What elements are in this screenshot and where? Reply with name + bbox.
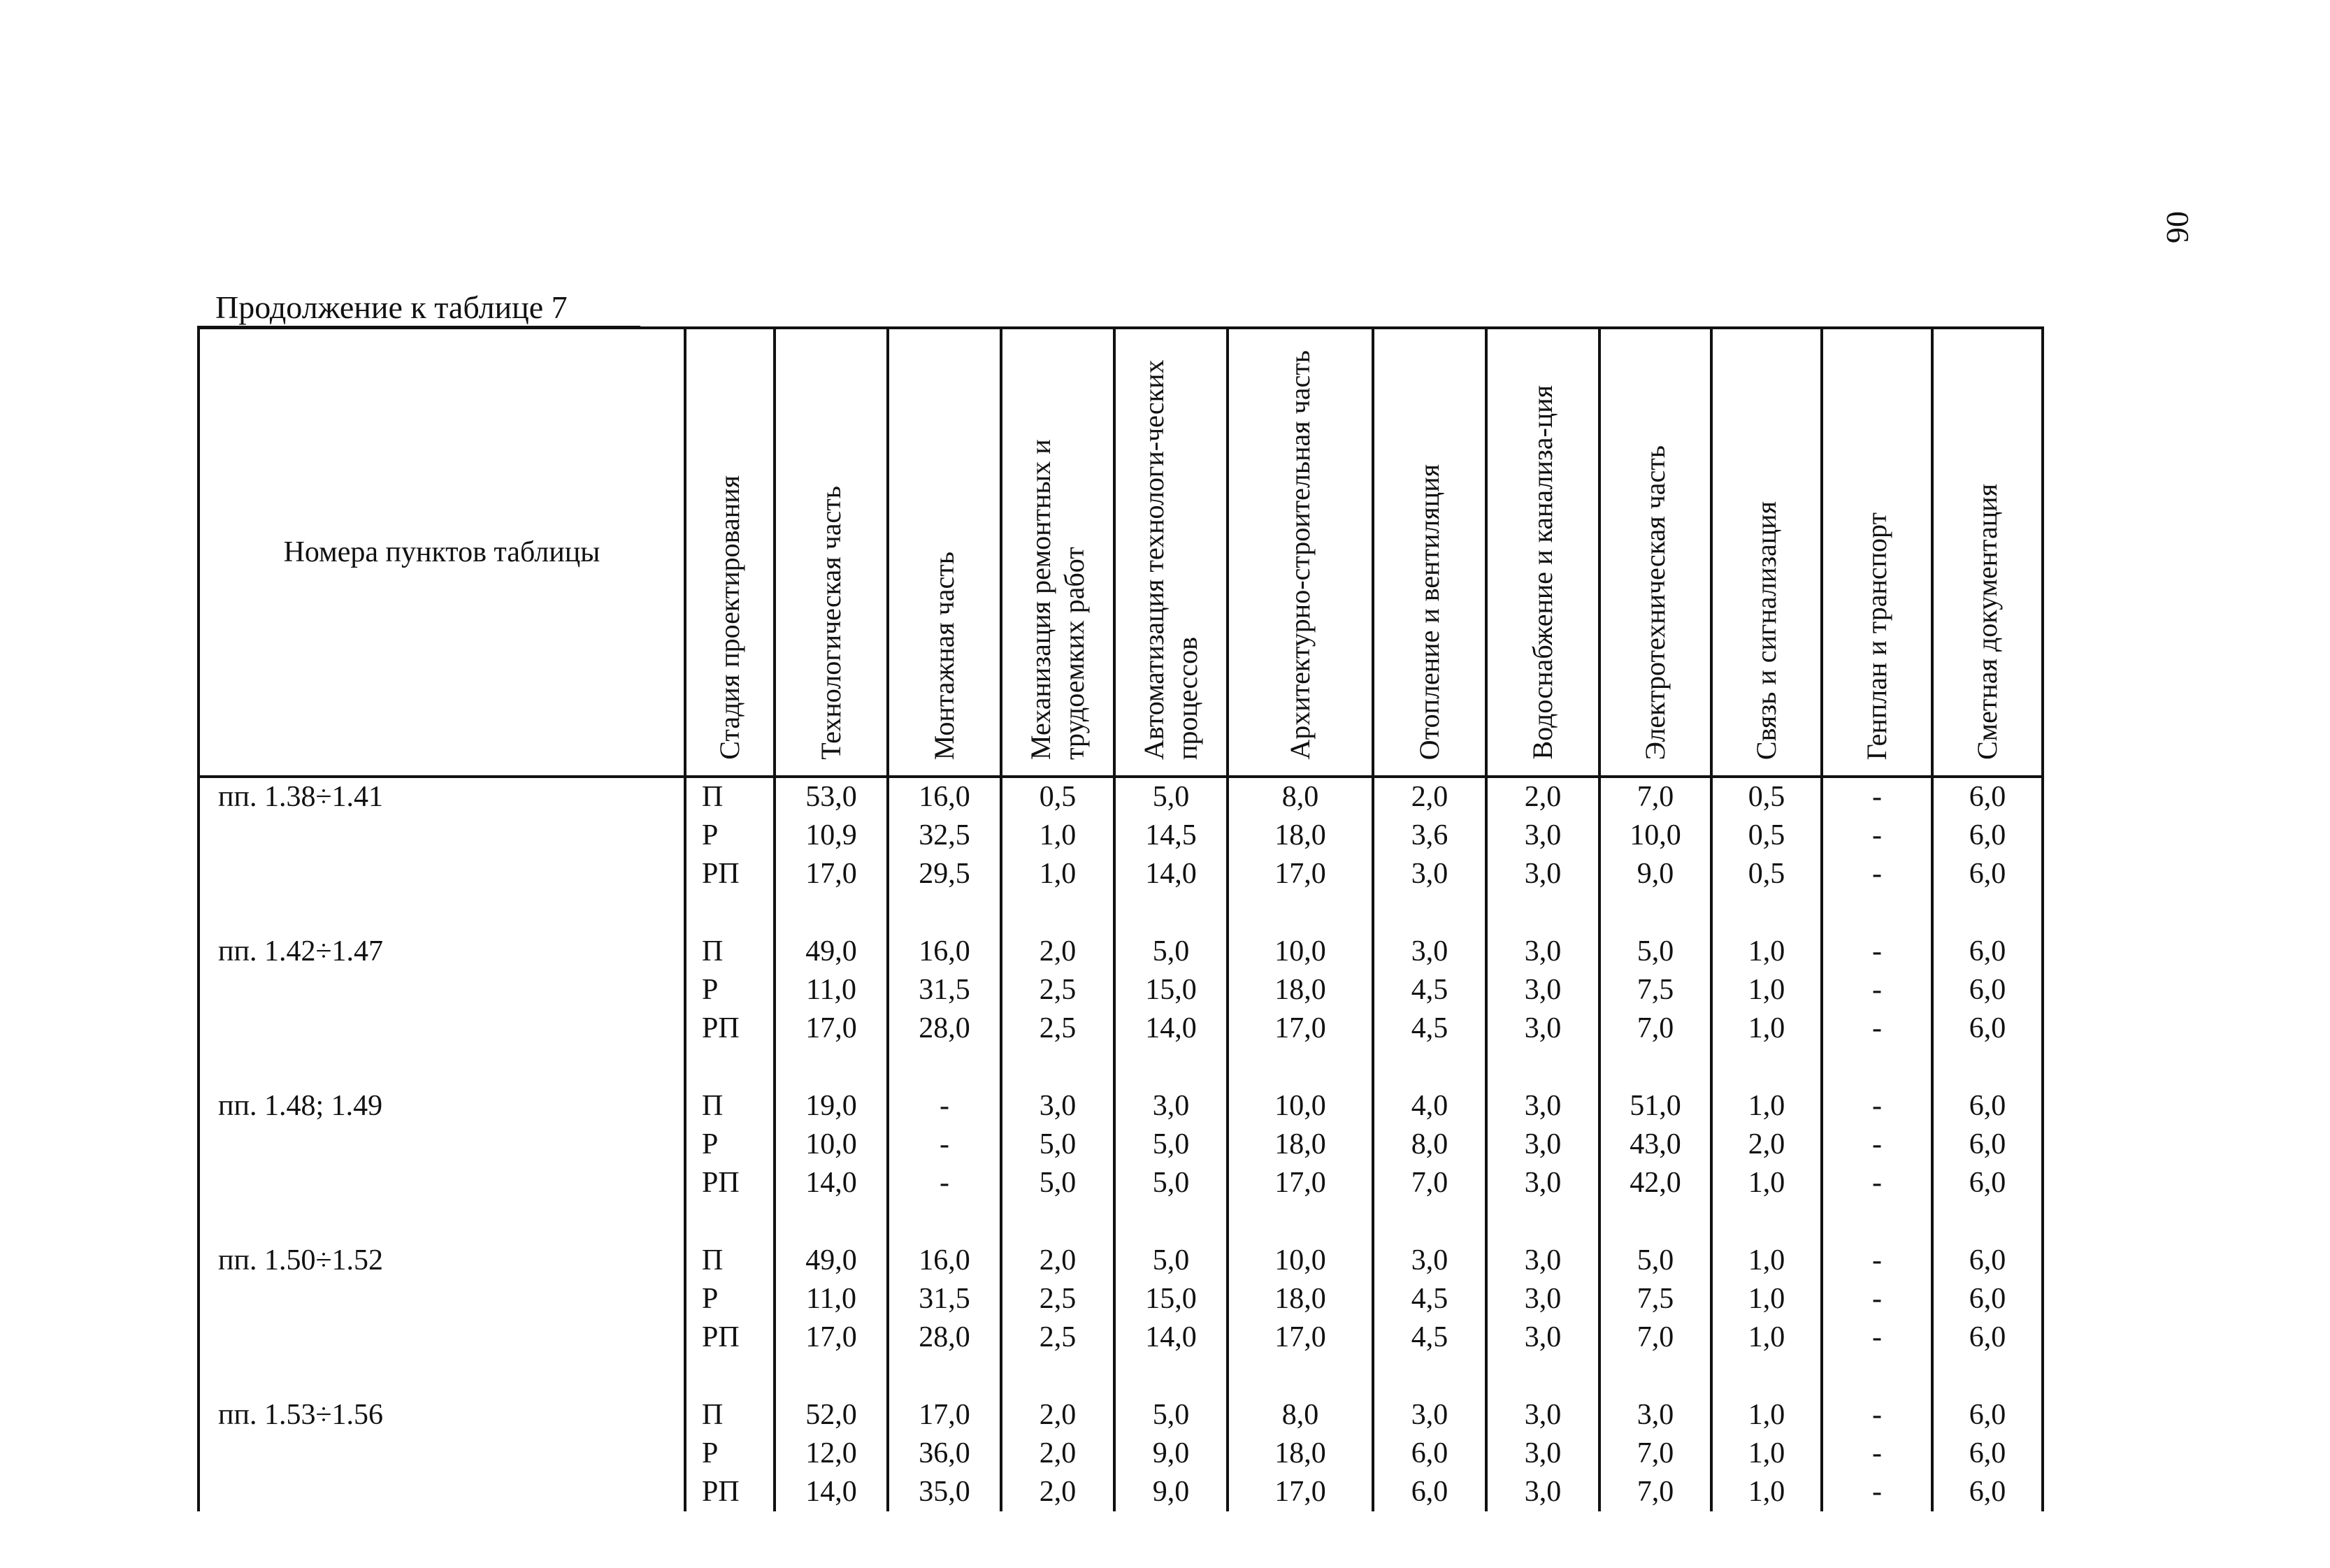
value-cell: 4,5: [1373, 1318, 1486, 1357]
spacer-cell: [1228, 1357, 1373, 1396]
value-cell: 29,5: [888, 855, 1001, 893]
value-cell: 3,0: [1486, 855, 1599, 893]
value-cell: 53,0: [775, 777, 888, 817]
stage-cell: Р: [685, 817, 775, 855]
value-cell: 5,0: [1001, 1125, 1114, 1164]
value-cell: 1,0: [1711, 1242, 1822, 1280]
stage-cell: П: [685, 777, 775, 817]
value-cell: 2,0: [1001, 933, 1114, 971]
value-cell: 28,0: [888, 1009, 1001, 1048]
spacer-cell: [1932, 1048, 2043, 1087]
value-cell: 4,5: [1373, 1009, 1486, 1048]
value-cell: 3,0: [1486, 817, 1599, 855]
spacer-cell: [1932, 1357, 2043, 1396]
value-cell: -: [1822, 1087, 1932, 1125]
spacer-cell: [1114, 1048, 1228, 1087]
value-cell: 5,0: [1114, 1164, 1228, 1202]
value-cell: 14,0: [1114, 1318, 1228, 1357]
spacer-cell: [1373, 893, 1486, 933]
value-cell: 10,0: [1228, 933, 1373, 971]
stage-cell: П: [685, 1242, 775, 1280]
spacer-cell: [685, 893, 775, 933]
value-cell: 14,0: [1114, 855, 1228, 893]
value-cell: 2,5: [1001, 971, 1114, 1009]
stage-cell: Р: [685, 1125, 775, 1164]
value-cell: 52,0: [775, 1396, 888, 1434]
value-cell: 3,0: [1599, 1396, 1711, 1434]
header-arch-text: Архитектурно-строительная часть: [1284, 350, 1316, 760]
value-cell: -: [1822, 817, 1932, 855]
value-cell: 3,0: [1486, 1087, 1599, 1125]
value-cell: 18,0: [1228, 817, 1373, 855]
spacer-cell: [775, 893, 888, 933]
spacer-cell: [775, 1357, 888, 1396]
value-cell: 18,0: [1228, 971, 1373, 1009]
page-number: 06: [2160, 211, 2196, 243]
value-cell: 17,0: [1228, 1164, 1373, 1202]
spacer-cell: [1711, 893, 1822, 933]
value-cell: 14,0: [775, 1164, 888, 1202]
value-cell: 10,0: [775, 1125, 888, 1164]
value-cell: 2,5: [1001, 1318, 1114, 1357]
value-cell: 32,5: [888, 817, 1001, 855]
value-cell: -: [1822, 971, 1932, 1009]
value-cell: -: [1822, 1125, 1932, 1164]
value-cell: 5,0: [1114, 1396, 1228, 1434]
header-water: [1486, 328, 1599, 777]
value-cell: 2,5: [1001, 1280, 1114, 1318]
header-genplan-text: Генплан и транспорт: [1861, 512, 1892, 760]
value-cell: -: [1822, 1009, 1932, 1048]
spacer-cell: [1599, 1202, 1711, 1242]
value-cell: 2,0: [1001, 1473, 1114, 1511]
value-cell: 2,0: [1001, 1242, 1114, 1280]
header-comm-text: Связь и сигнализация: [1750, 501, 1782, 760]
spacer-cell: [1373, 1048, 1486, 1087]
value-cell: 6,0: [1932, 1087, 2043, 1125]
header-comm: [1711, 328, 1822, 777]
value-cell: 42,0: [1599, 1164, 1711, 1202]
spacer-cell: [1001, 1202, 1114, 1242]
value-cell: 18,0: [1228, 1280, 1373, 1318]
value-cell: 17,0: [1228, 1009, 1373, 1048]
stage-cell: П: [685, 1396, 775, 1434]
header-row-label-text: Номера пунктов таблицы: [283, 536, 601, 568]
value-cell: 6,0: [1932, 933, 2043, 971]
header-auto: [1114, 328, 1228, 777]
value-cell: 1,0: [1001, 817, 1114, 855]
value-cell: 0,5: [1711, 855, 1822, 893]
header-mech-text: Механизация ремонтных и трудоемких работ: [1025, 439, 1090, 760]
value-cell: 1,0: [1711, 1318, 1822, 1357]
value-cell: 0,5: [1711, 817, 1822, 855]
stage-cell: РП: [685, 1164, 775, 1202]
value-cell: 10,0: [1228, 1087, 1373, 1125]
value-cell: 7,0: [1373, 1164, 1486, 1202]
value-cell: 5,0: [1599, 933, 1711, 971]
header-mount: [888, 328, 1001, 777]
value-cell: 3,0: [1486, 1318, 1599, 1357]
spacer-cell: [775, 1048, 888, 1087]
value-cell: 51,0: [1599, 1087, 1711, 1125]
value-cell: 16,0: [888, 933, 1001, 971]
value-cell: -: [1822, 777, 1932, 817]
value-cell: 1,0: [1711, 933, 1822, 971]
spacer-cell: [1822, 1202, 1932, 1242]
spacer-cell: [1822, 1048, 1932, 1087]
spacer-cell: [1822, 1357, 1932, 1396]
spacer-cell: [888, 1357, 1001, 1396]
value-cell: 8,0: [1228, 777, 1373, 817]
spacer-cell: [1486, 1048, 1599, 1087]
value-cell: 17,0: [1228, 1318, 1373, 1357]
stage-cell: Р: [685, 1434, 775, 1473]
value-cell: 35,0: [888, 1473, 1001, 1511]
value-cell: 17,0: [775, 1009, 888, 1048]
value-cell: 9,0: [1599, 855, 1711, 893]
value-cell: 4,0: [1373, 1087, 1486, 1125]
spacer-cell: [685, 1048, 775, 1087]
value-cell: 49,0: [775, 1242, 888, 1280]
spacer-cell: [1711, 1202, 1822, 1242]
value-cell: 6,0: [1932, 777, 2043, 817]
value-cell: 2,0: [1486, 777, 1599, 817]
value-cell: 5,0: [1114, 777, 1228, 817]
value-cell: 2,5: [1001, 1009, 1114, 1048]
value-cell: 9,0: [1114, 1434, 1228, 1473]
value-cell: 28,0: [888, 1318, 1001, 1357]
spacer-cell: [199, 1048, 685, 1087]
header-stage: [685, 328, 775, 777]
value-cell: 3,0: [1486, 1396, 1599, 1434]
group-name-cell: пп. 1.53÷1.56: [199, 1396, 685, 1511]
spacer-cell: [1114, 1202, 1228, 1242]
spacer-cell: [1228, 1048, 1373, 1087]
value-cell: 3,0: [1486, 1009, 1599, 1048]
value-cell: 1,0: [1711, 971, 1822, 1009]
spacer-cell: [1001, 893, 1114, 933]
value-cell: 6,0: [1373, 1473, 1486, 1511]
spacer-cell: [1373, 1202, 1486, 1242]
value-cell: -: [1822, 1164, 1932, 1202]
value-cell: -: [1822, 1434, 1932, 1473]
stage-cell: П: [685, 933, 775, 971]
value-cell: 7,5: [1599, 1280, 1711, 1318]
value-cell: -: [1822, 1280, 1932, 1318]
value-cell: 19,0: [775, 1087, 888, 1125]
spacer-cell: [685, 1357, 775, 1396]
header-electro: [1599, 328, 1711, 777]
value-cell: 3,0: [1486, 1164, 1599, 1202]
value-cell: 11,0: [775, 1280, 888, 1318]
value-cell: 3,0: [1114, 1087, 1228, 1125]
value-cell: 17,0: [775, 1318, 888, 1357]
value-cell: 15,0: [1114, 971, 1228, 1009]
value-cell: 3,0: [1486, 971, 1599, 1009]
group-spacer-row: [199, 1048, 2043, 1087]
value-cell: 7,5: [1599, 971, 1711, 1009]
value-cell: 3,0: [1373, 1242, 1486, 1280]
value-cell: 43,0: [1599, 1125, 1711, 1164]
value-cell: 7,0: [1599, 1434, 1711, 1473]
value-cell: 2,0: [1711, 1125, 1822, 1164]
value-cell: 0,5: [1001, 777, 1114, 817]
value-cell: 3,0: [1373, 1396, 1486, 1434]
value-cell: 6,0: [1932, 817, 2043, 855]
value-cell: 4,5: [1373, 971, 1486, 1009]
value-cell: 17,0: [1228, 855, 1373, 893]
value-cell: 6,0: [1932, 1009, 2043, 1048]
value-cell: 10,9: [775, 817, 888, 855]
table-row: [199, 1396, 2043, 1434]
spacer-cell: [1711, 1357, 1822, 1396]
group-spacer-row: [199, 893, 2043, 933]
value-cell: 5,0: [1599, 1242, 1711, 1280]
value-cell: 31,5: [888, 1280, 1001, 1318]
value-cell: -: [888, 1087, 1001, 1125]
value-cell: 3,0: [1001, 1087, 1114, 1125]
header-mount-text: Монтажная часть: [928, 551, 960, 760]
value-cell: 17,0: [775, 855, 888, 893]
value-cell: 3,0: [1486, 933, 1599, 971]
value-cell: 1,0: [1711, 1164, 1822, 1202]
value-cell: 6,0: [1373, 1434, 1486, 1473]
spacer-cell: [1373, 1357, 1486, 1396]
value-cell: 17,0: [888, 1396, 1001, 1434]
spacer-cell: [1932, 1202, 2043, 1242]
header-stage-text: Стадия проектирования: [714, 475, 745, 760]
value-cell: -: [1822, 1473, 1932, 1511]
value-cell: 5,0: [1114, 933, 1228, 971]
value-cell: 3,0: [1373, 855, 1486, 893]
value-cell: 2,0: [1001, 1396, 1114, 1434]
value-cell: 2,0: [1373, 777, 1486, 817]
spacer-cell: [199, 1202, 685, 1242]
value-cell: 12,0: [775, 1434, 888, 1473]
value-cell: 3,0: [1486, 1280, 1599, 1318]
spacer-cell: [1114, 893, 1228, 933]
value-cell: 14,0: [1114, 1009, 1228, 1048]
group-spacer-row: [199, 1357, 2043, 1396]
spacer-cell: [1486, 1202, 1599, 1242]
spacer-cell: [1599, 893, 1711, 933]
stage-cell: РП: [685, 1009, 775, 1048]
group-name-cell: пп. 1.42÷1.47: [199, 933, 685, 1048]
spacer-cell: [1228, 1202, 1373, 1242]
value-cell: 6,0: [1932, 1125, 2043, 1164]
spacer-cell: [199, 1357, 685, 1396]
value-cell: 14,5: [1114, 817, 1228, 855]
value-cell: 1,0: [1711, 1473, 1822, 1511]
value-cell: 5,0: [1114, 1125, 1228, 1164]
value-cell: 16,0: [888, 777, 1001, 817]
spacer-cell: [1001, 1048, 1114, 1087]
value-cell: 7,0: [1599, 1473, 1711, 1511]
header-mech: [1001, 328, 1114, 777]
value-cell: 49,0: [775, 933, 888, 971]
value-cell: 3,0: [1486, 1434, 1599, 1473]
header-estimate: [1932, 328, 2043, 777]
header-genplan: [1822, 328, 1932, 777]
value-cell: 6,0: [1932, 971, 2043, 1009]
spacer-cell: [888, 1048, 1001, 1087]
spacer-cell: [685, 1202, 775, 1242]
value-cell: 15,0: [1114, 1280, 1228, 1318]
header-arch: [1228, 328, 1373, 777]
value-cell: 1,0: [1711, 1280, 1822, 1318]
stage-cell: Р: [685, 1280, 775, 1318]
header-heat-text: Отопление и вентиляция: [1414, 463, 1445, 760]
value-cell: -: [1822, 1318, 1932, 1357]
group-name-cell: пп. 1.38÷1.41: [199, 777, 685, 893]
header-heat: [1373, 328, 1486, 777]
value-cell: -: [1822, 1242, 1932, 1280]
value-cell: 1,0: [1711, 1396, 1822, 1434]
value-cell: 5,0: [1001, 1164, 1114, 1202]
value-cell: 4,5: [1373, 1280, 1486, 1318]
value-cell: 3,6: [1373, 817, 1486, 855]
value-cell: 6,0: [1932, 1434, 2043, 1473]
spacer-cell: [1486, 1357, 1599, 1396]
spacer-cell: [1228, 893, 1373, 933]
value-cell: 10,0: [1599, 817, 1711, 855]
value-cell: 9,0: [1114, 1473, 1228, 1511]
value-cell: 1,0: [1001, 855, 1114, 893]
value-cell: 7,0: [1599, 1009, 1711, 1048]
value-cell: 3,0: [1486, 1125, 1599, 1164]
value-cell: 5,0: [1114, 1242, 1228, 1280]
value-cell: 3,0: [1486, 1242, 1599, 1280]
value-cell: 6,0: [1932, 1396, 2043, 1434]
value-cell: 3,0: [1486, 1473, 1599, 1511]
header-auto-text: Автоматизация технологи-ческих процессов: [1138, 359, 1203, 760]
spacer-cell: [888, 893, 1001, 933]
value-cell: 1,0: [1711, 1009, 1822, 1048]
spacer-cell: [1711, 1048, 1822, 1087]
value-cell: 10,0: [1228, 1242, 1373, 1280]
spacer-cell: [1932, 893, 2043, 933]
spacer-cell: [888, 1202, 1001, 1242]
value-cell: 1,0: [1711, 1434, 1822, 1473]
table-row: [199, 777, 2043, 817]
header-water-text: Водоснабжение и канализа-ция: [1527, 385, 1558, 760]
table-caption: Продолжение к таблице 7: [215, 289, 568, 325]
table-row: [199, 1242, 2043, 1280]
value-cell: 14,0: [775, 1473, 888, 1511]
header-tech-text: Технологическая часть: [815, 486, 847, 760]
value-cell: 6,0: [1932, 1473, 2043, 1511]
table-row: [199, 933, 2043, 971]
value-cell: 6,0: [1932, 1318, 2043, 1357]
group-spacer-row: [199, 1202, 2043, 1242]
value-cell: 36,0: [888, 1434, 1001, 1473]
value-cell: 6,0: [1932, 855, 2043, 893]
header-row-label: [199, 328, 685, 777]
spacer-cell: [199, 893, 685, 933]
value-cell: 18,0: [1228, 1125, 1373, 1164]
header-tech: [775, 328, 888, 777]
value-cell: 3,0: [1373, 933, 1486, 971]
value-cell: -: [888, 1164, 1001, 1202]
spacer-cell: [1822, 893, 1932, 933]
value-cell: 7,0: [1599, 1318, 1711, 1357]
stage-cell: РП: [685, 1318, 775, 1357]
table-row: [199, 1087, 2043, 1125]
stage-cell: РП: [685, 855, 775, 893]
value-cell: -: [1822, 855, 1932, 893]
table-body: [199, 777, 2043, 1511]
spacer-cell: [1001, 1357, 1114, 1396]
value-cell: 6,0: [1932, 1242, 2043, 1280]
value-cell: 6,0: [1932, 1280, 2043, 1318]
stage-cell: РП: [685, 1473, 775, 1511]
value-cell: 11,0: [775, 971, 888, 1009]
spacer-cell: [1599, 1357, 1711, 1396]
header-row: [199, 328, 2043, 777]
value-cell: 16,0: [888, 1242, 1001, 1280]
data-table: [197, 326, 2044, 1511]
value-cell: 1,0: [1711, 1087, 1822, 1125]
value-cell: -: [1822, 1396, 1932, 1434]
value-cell: -: [888, 1125, 1001, 1164]
spacer-cell: [1599, 1048, 1711, 1087]
value-cell: -: [1822, 933, 1932, 971]
stage-cell: Р: [685, 971, 775, 1009]
group-name-cell: пп. 1.50÷1.52: [199, 1242, 685, 1357]
spacer-cell: [1486, 893, 1599, 933]
stage-cell: П: [685, 1087, 775, 1125]
spacer-cell: [1114, 1357, 1228, 1396]
header-electro-text: Электротехническая часть: [1639, 445, 1671, 760]
header-estimate-text: Сметная документация: [1971, 484, 2003, 760]
value-cell: 31,5: [888, 971, 1001, 1009]
value-cell: 18,0: [1228, 1434, 1373, 1473]
group-name-cell: пп. 1.48; 1.49: [199, 1087, 685, 1202]
value-cell: 6,0: [1932, 1164, 2043, 1202]
value-cell: 7,0: [1599, 777, 1711, 817]
value-cell: 0,5: [1711, 777, 1822, 817]
value-cell: 8,0: [1228, 1396, 1373, 1434]
value-cell: 17,0: [1228, 1473, 1373, 1511]
spacer-cell: [775, 1202, 888, 1242]
value-cell: 2,0: [1001, 1434, 1114, 1473]
value-cell: 8,0: [1373, 1125, 1486, 1164]
